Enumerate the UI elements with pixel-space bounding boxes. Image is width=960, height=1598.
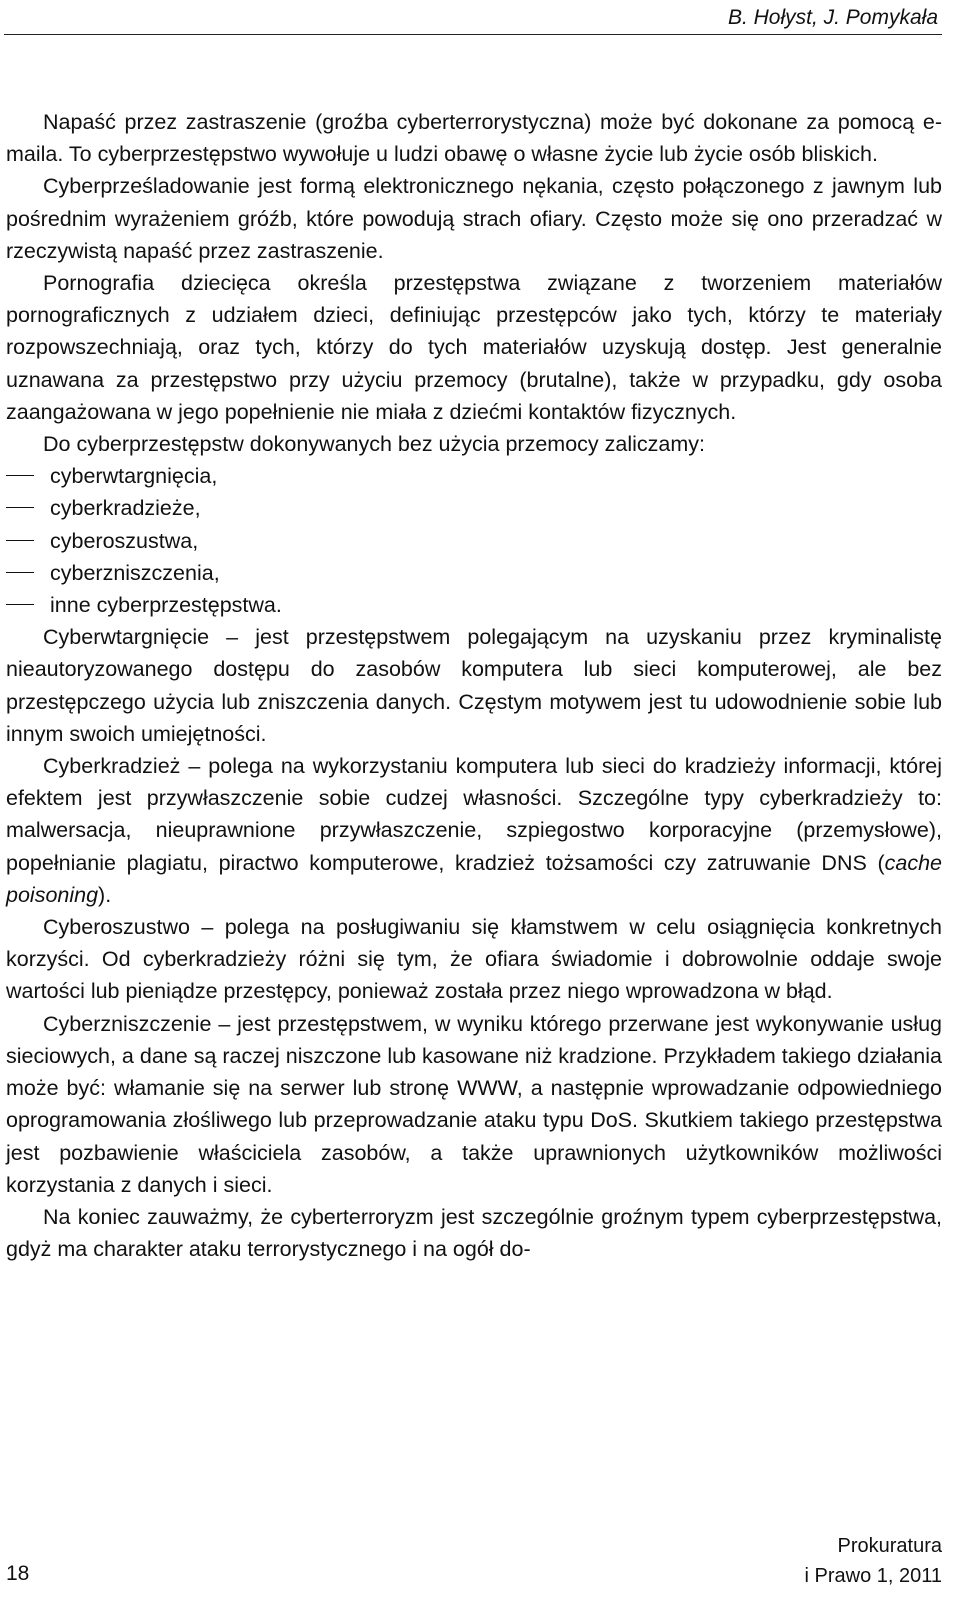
- dash-bullet: [6, 604, 34, 605]
- list-item: cyberoszustwa,: [6, 525, 942, 557]
- page-number: 18: [6, 1562, 30, 1585]
- cache-poisoning-term: cache poisoning: [6, 850, 942, 907]
- crime-type-list: [6, 460, 942, 621]
- paragraph-cyberterroryzm: Na koniec zauważmy, że cyberterroryzm jest szczególnie groźnym typem cyberprzestępstwa, gdyż ma charakter ataku terrorystycznego i na ogół do-: [6, 1204, 942, 1262]
- paragraph-napasc: Napaść przez zastraszenie (groźba cyberterrorystyczna) może być dokonane za pomocą e-maila. To cyberprzestępstwo wywołuje u ludzi obawę o własne życie lub życie osób bliskich.: [6, 110, 942, 167]
- running-header-authors: B. Hołyst, J. Pomykała: [727, 6, 938, 29]
- paragraph-cyberwtargniecie: Cyberwtargnięcie – jest przestępstwem polegającym na uzyskaniu przez kryminalistę nieautoryzowanego dostępu do zasobów komputera lub sieci komputerowej, ale bez przestępczego użycia lub zniszczenia danych. Częstym motywem jest tu udowodnienie sobie lub innym swoich umiejętności.: [6, 625, 942, 746]
- paragraph-cyberzniszczenie: Cyberzniszczenie – jest przestępstwem, w wyniku którego przerwane jest wykonywanie usług sieciowych, a dane są raczej niszczone lub kasowane niż kradzione. Przykładem takiego działania może być: włamanie się na serwer lub stronę WWW, a następnie wprowadzanie odpowiedniego oprogramowania złośliwego lub przeprowadzanie ataku typu DoS. Skutkiem takiego przestępstwa jest pozbawienie właściciela zasobów, a także uprawnionych użytkowników możliwości korzystania z danych i sieci.: [6, 1011, 942, 1197]
- paragraph-list-intro: Do cyberprzestępstw dokonywanych bez użycia przemocy zaliczamy:: [43, 432, 705, 457]
- list-item: inne cyberprzestępstwa.: [6, 589, 942, 621]
- dash-bullet: [6, 572, 34, 573]
- paragraph-cyberoszustwo: Cyberoszustwo – polega na posługiwaniu się kłamstwem w celu osiągnięcia konkretnych korzyści. Od cyberkradzieży różni się tym, że ofiara świadomie i dobrowolnie oddaje swoje wartości lub pieniądze przestępcy, ponieważ została przez niego wprowadzona w błąd.: [6, 915, 942, 1004]
- list-item: cyberzniszczenia,: [6, 557, 942, 589]
- list-item: cyberkradzieże,: [6, 492, 942, 524]
- article-body: [6, 106, 942, 1265]
- journal-footer: [805, 1531, 943, 1591]
- dash-bullet: [6, 540, 34, 541]
- paragraph-cyberkradziez: Cyberkradzież – polega na wykorzystaniu komputera lub sieci do kradzieży informacji, której efektem jest przywłaszczenie sobie cudzej własności. Szczególne typy cyberkradzieży to: malwersacja, nieuprawnione przywłaszczenie, szpiegostwo korporacyjne (przemysłowe), popełnianie plagiatu, piractwo komputerowe, kradzież tożsamości czy zatruwanie DNS (cache poisoning).: [6, 754, 942, 907]
- paragraph-pornografia: Pornografia dziecięca określa przestępstwa związane z tworzeniem materiałów pornograficznych z udziałem dzieci, definiując przestępców jako tych, którzy te materiały rozpowszechniają, oraz tych, którzy do tych materiałów uzyskują dostęp. Jest generalnie uznawana za przestępstwo przy użyciu przemocy (brutalne), także w przypadku, gdy osoba zaangażowana w jego popełnienie nie miała z dziećmi kontaktów fizycznych.: [6, 271, 942, 424]
- paragraph-cyberprzesladowanie: Cyberprześladowanie jest formą elektronicznego nękania, często połączonego z jawnym lub pośrednim wyrażeniem gróźb, które powodują strach ofiary. Często może się ono przeradzać w rzeczywistą napaść przez zastraszenie.: [6, 174, 942, 263]
- journal-name: Prokuratura: [837, 1535, 942, 1557]
- header-divider: [4, 34, 942, 35]
- dash-bullet: [6, 475, 34, 476]
- dash-bullet: [6, 507, 34, 508]
- journal-issue: i Prawo 1, 2011: [804, 1565, 942, 1587]
- list-item: cyberwtargnięcia,: [6, 460, 942, 492]
